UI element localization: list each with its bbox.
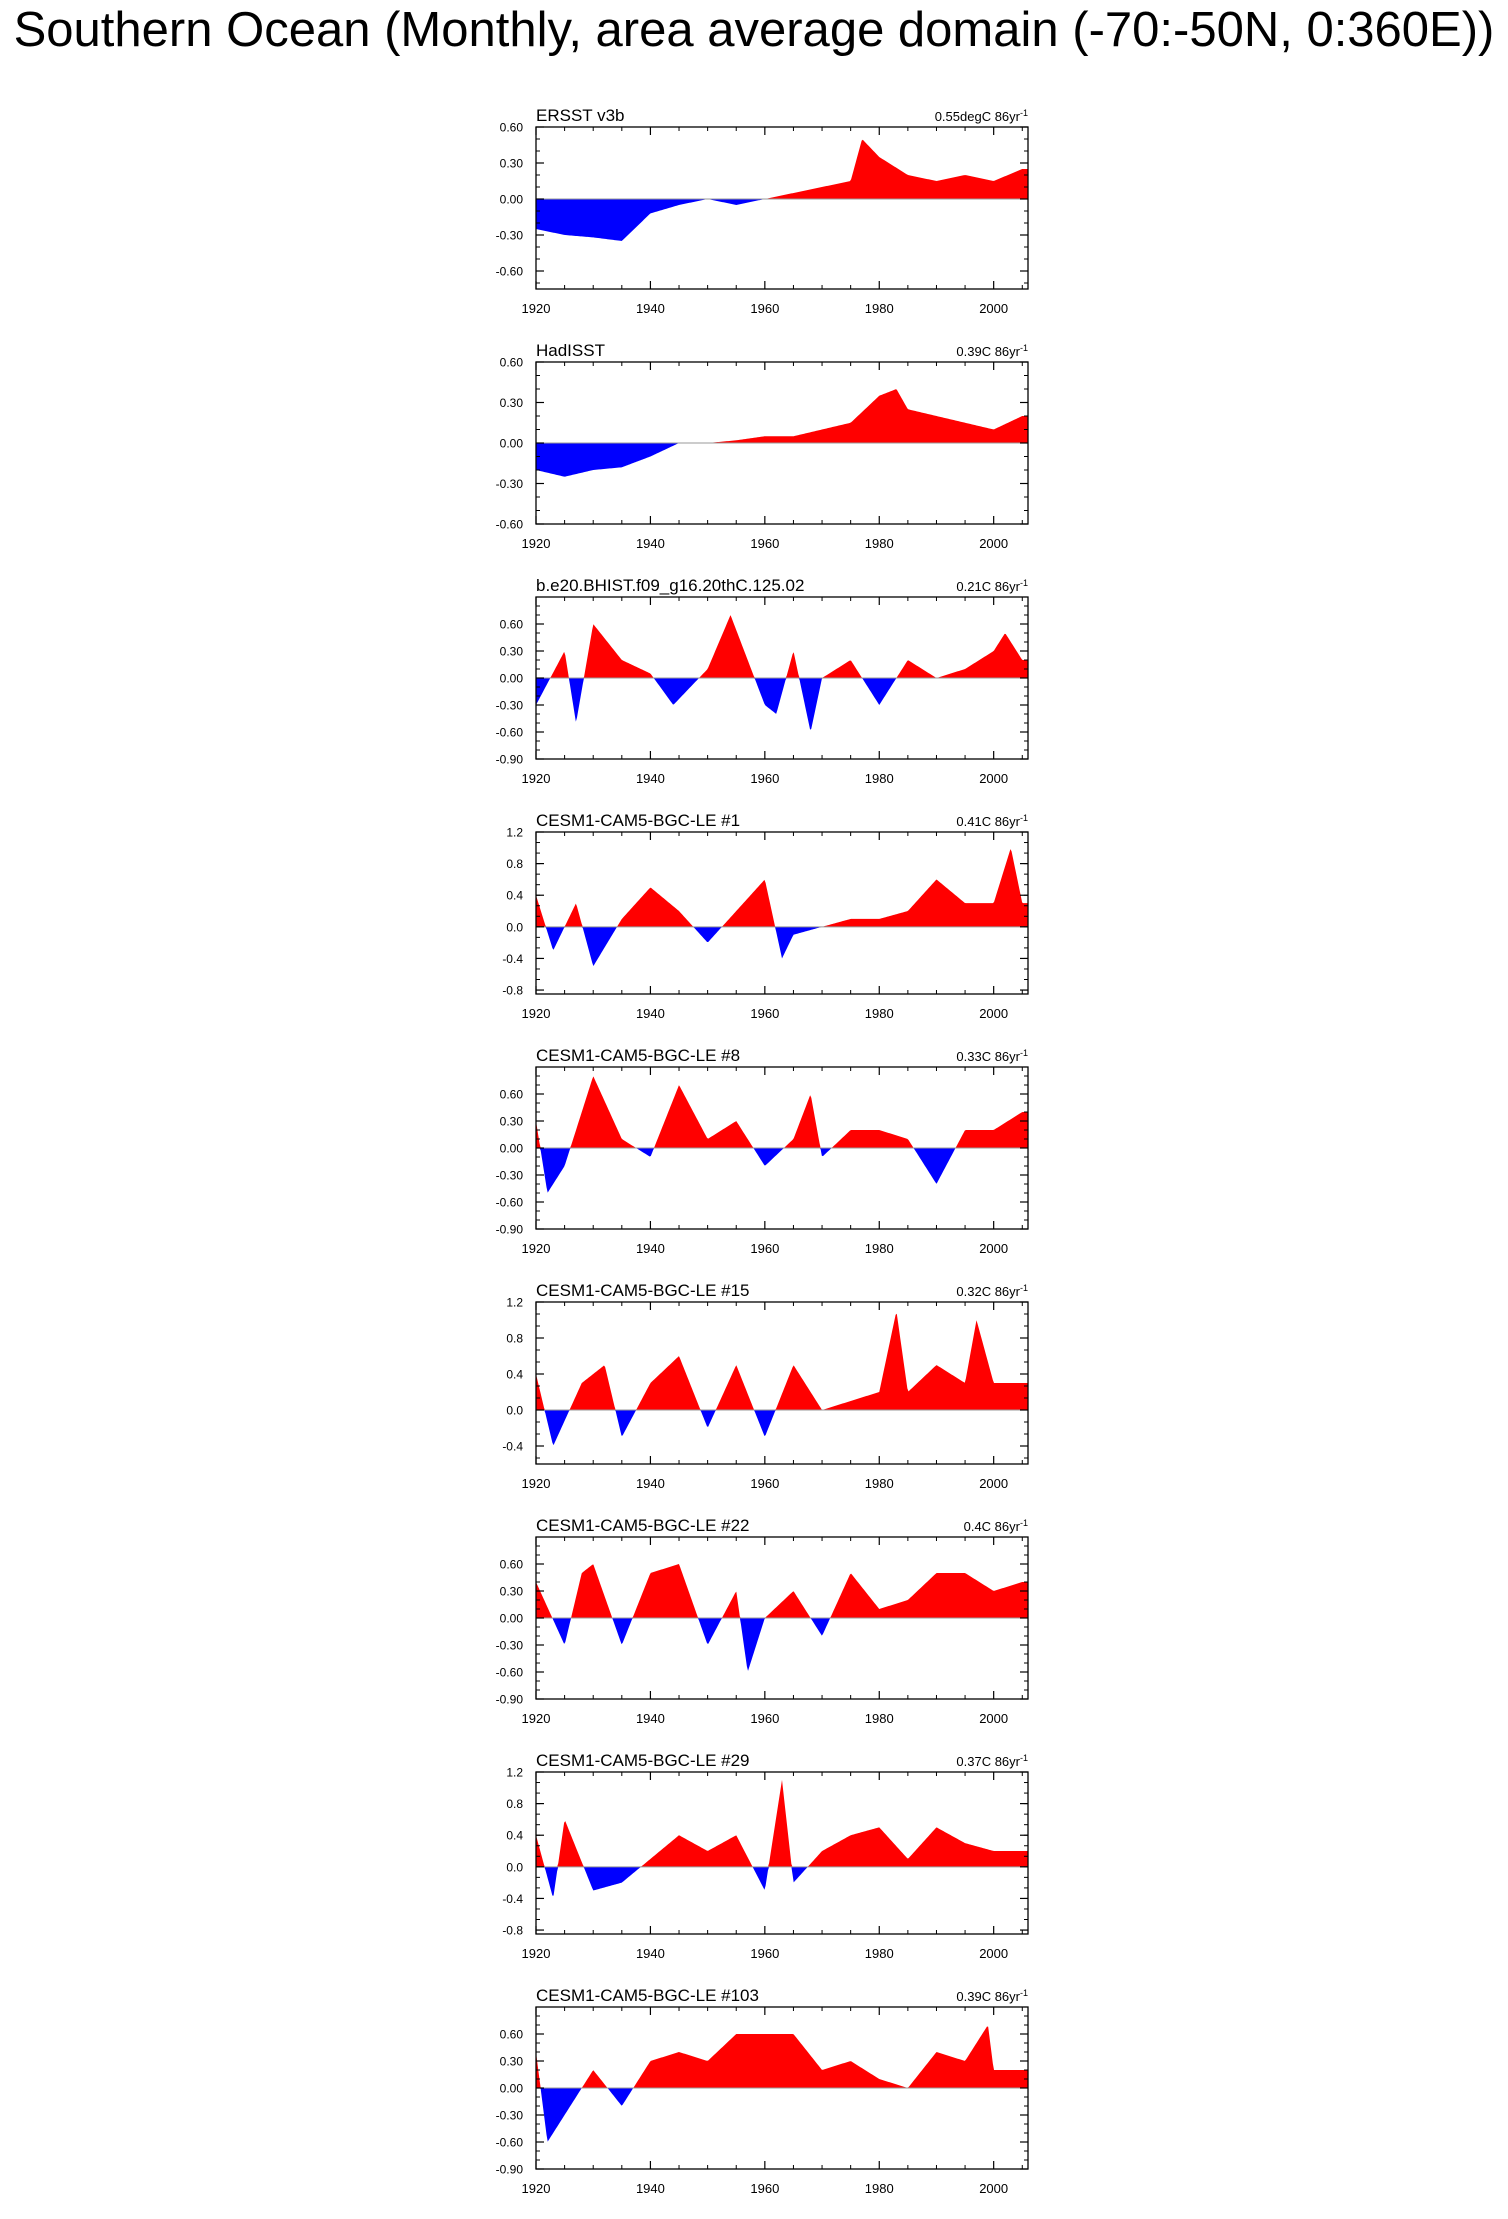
trend-label: 0.21C $86yr^{-1}$ — [956, 578, 1028, 594]
y-tick-label: 0.60 — [499, 1557, 523, 1572]
y-tick-label: 0.30 — [499, 1584, 523, 1599]
y-tick-label: 0.30 — [499, 396, 523, 410]
y-tick-label: 0.30 — [499, 644, 523, 659]
x-tick-label: 1920 — [521, 771, 551, 786]
y-tick-label: -0.60 — [495, 2135, 523, 2150]
x-tick-label: 1920 — [521, 1241, 551, 1256]
x-tick-label: 1980 — [864, 2181, 894, 2196]
panel-7 — [496, 1516, 1028, 1726]
y-tick-label: 0.30 — [499, 156, 523, 171]
y-tick-label: 0.00 — [499, 436, 523, 451]
x-tick-label: 1940 — [635, 301, 665, 316]
x-tick-label: 1960 — [750, 536, 780, 551]
x-tick-label: 1980 — [864, 536, 894, 551]
y-tick-label: 0.30 — [499, 2054, 523, 2069]
y-tick-label: -0.60 — [495, 1195, 523, 1210]
trend-label: 0.55degC $86yr^{-1}$ — [934, 108, 1028, 124]
y-tick-label: 0.00 — [499, 671, 523, 686]
trend-label: 0.41C $86yr^{-1}$ — [956, 813, 1028, 829]
negative-anomaly-area — [536, 1867, 1028, 1896]
positive-anomaly-area — [536, 1780, 1028, 1867]
x-tick-label: 1920 — [521, 1711, 551, 1726]
x-tick-label: 1980 — [864, 1006, 894, 1021]
trend-label: 0.39C $86yr^{-1}$ — [956, 1988, 1028, 2004]
y-tick-label: 0.0 — [506, 1860, 523, 1875]
positive-anomaly-area — [536, 1314, 1028, 1410]
x-tick-label: 2000 — [979, 1946, 1009, 1961]
x-tick-label: 1960 — [750, 771, 780, 786]
positive-anomaly-area — [536, 2027, 1028, 2089]
negative-anomaly-area — [536, 678, 1028, 730]
negative-anomaly-area — [536, 1618, 1028, 1671]
x-tick-label: 1960 — [750, 301, 780, 316]
x-tick-label: 1980 — [864, 301, 894, 316]
positive-anomaly-area — [536, 849, 1028, 927]
y-tick-label: -0.90 — [495, 752, 523, 767]
negative-anomaly-area — [536, 443, 1028, 477]
x-tick-label: 1960 — [750, 1006, 780, 1021]
positive-anomaly-area — [536, 1076, 1028, 1148]
trend-label: 0.39C $86yr^{-1}$ — [956, 343, 1028, 359]
y-tick-label: -0.4 — [502, 1439, 523, 1454]
negative-anomaly-area — [536, 1410, 1028, 1445]
y-tick-label: -0.30 — [495, 228, 523, 243]
x-tick-label: 2000 — [979, 1476, 1009, 1491]
y-tick-label: -0.30 — [495, 1638, 523, 1653]
y-tick-label: 0.30 — [499, 1114, 523, 1129]
x-tick-label: 1980 — [864, 771, 894, 786]
x-tick-label: 1980 — [864, 1711, 894, 1726]
y-tick-label: 0.8 — [506, 857, 523, 872]
trend-label: 0.37C $86yr^{-1}$ — [956, 1753, 1028, 1769]
y-tick-label: 1.2 — [506, 1765, 523, 1780]
y-tick-label: 0.00 — [499, 2081, 523, 2096]
y-tick-label: -0.60 — [495, 1665, 523, 1680]
y-tick-label: -0.4 — [502, 951, 523, 966]
y-tick-label: 0.60 — [499, 120, 523, 135]
y-tick-label: -0.30 — [495, 698, 523, 713]
panel-title: ERSST v3b — [536, 106, 625, 125]
x-tick-label: 2000 — [979, 1006, 1009, 1021]
y-tick-label: -0.8 — [502, 983, 523, 998]
panel-title: CESM1-CAM5-BGC-LE #103 — [536, 1986, 759, 2005]
trend-label: 0.4C $86yr^{-1}$ — [963, 1518, 1028, 1534]
y-tick-label: 0.0 — [506, 920, 523, 935]
y-tick-label: -0.90 — [495, 2162, 523, 2177]
x-tick-label: 2000 — [979, 2181, 1009, 2196]
panel-5 — [496, 1046, 1028, 1256]
y-tick-label: -0.4 — [502, 1891, 523, 1906]
panel-title: b.e20.BHIST.f09_g16.20thC.125.02 — [536, 576, 805, 595]
x-tick-label: 1920 — [521, 1006, 551, 1021]
y-tick-label: -0.60 — [495, 725, 523, 740]
x-tick-label: 1920 — [521, 1476, 551, 1491]
panel-4 — [502, 811, 1028, 1021]
y-tick-label: -0.30 — [495, 2108, 523, 2123]
x-tick-label: 2000 — [979, 1241, 1009, 1256]
panel-8 — [502, 1751, 1028, 1961]
y-tick-label: 0.00 — [499, 1611, 523, 1626]
y-tick-label: 0.60 — [499, 355, 523, 370]
x-tick-label: 1940 — [635, 1476, 665, 1491]
y-tick-label: 0.8 — [506, 1331, 523, 1346]
panel-title: CESM1-CAM5-BGC-LE #1 — [536, 811, 741, 830]
negative-anomaly-area — [536, 927, 1028, 966]
positive-anomaly-area — [536, 1564, 1028, 1618]
negative-anomaly-area — [536, 199, 1028, 241]
panel-title: CESM1-CAM5-BGC-LE #22 — [536, 1516, 750, 1535]
panel-title: CESM1-CAM5-BGC-LE #8 — [536, 1046, 741, 1065]
x-tick-label: 2000 — [979, 1711, 1009, 1726]
x-tick-label: 1920 — [521, 1946, 551, 1961]
panel-3 — [496, 576, 1028, 786]
negative-anomaly-area — [536, 1148, 1028, 1193]
x-tick-label: 1960 — [750, 2181, 780, 2196]
y-tick-label: -0.90 — [495, 1692, 523, 1707]
negative-anomaly-area — [536, 2088, 1028, 2142]
x-tick-label: 1980 — [864, 1476, 894, 1491]
x-tick-label: 1960 — [750, 1711, 780, 1726]
panel-1 — [496, 106, 1028, 316]
y-tick-label: 0.60 — [499, 1087, 523, 1102]
x-tick-label: 1920 — [521, 301, 551, 316]
y-tick-label: -0.90 — [495, 1222, 523, 1237]
panel-9 — [496, 1986, 1028, 2196]
x-tick-label: 1940 — [635, 1241, 665, 1256]
trend-label: 0.33C $86yr^{-1}$ — [956, 1048, 1028, 1064]
panel-title: CESM1-CAM5-BGC-LE #15 — [536, 1281, 750, 1300]
x-tick-label: 1980 — [864, 1241, 894, 1256]
x-tick-label: 2000 — [979, 301, 1009, 316]
positive-anomaly-area — [536, 615, 1028, 678]
x-tick-label: 1940 — [635, 1711, 665, 1726]
positive-anomaly-area — [536, 389, 1028, 443]
x-tick-label: 2000 — [979, 536, 1009, 551]
panel-title: CESM1-CAM5-BGC-LE #29 — [536, 1751, 750, 1770]
y-tick-label: 0.4 — [506, 1367, 523, 1382]
y-tick-label: 1.2 — [506, 825, 523, 840]
panel-2 — [496, 341, 1028, 551]
y-tick-label: -0.60 — [495, 264, 523, 279]
y-tick-label: 0.00 — [499, 1141, 523, 1156]
y-tick-label: 0.4 — [506, 1828, 523, 1843]
x-tick-label: 1940 — [635, 1006, 665, 1021]
y-tick-label: 0.4 — [506, 888, 523, 903]
x-tick-label: 1940 — [635, 771, 665, 786]
y-tick-label: 0.60 — [499, 617, 523, 632]
y-tick-label: 0.0 — [506, 1403, 523, 1418]
y-tick-label: -0.30 — [495, 1168, 523, 1183]
trend-label: 0.32C $86yr^{-1}$ — [956, 1283, 1028, 1299]
y-tick-label: -0.8 — [502, 1923, 523, 1938]
panel-title: HadISST — [536, 341, 605, 360]
x-tick-label: 1940 — [635, 2181, 665, 2196]
y-tick-label: 1.2 — [506, 1295, 523, 1310]
x-tick-label: 1940 — [635, 536, 665, 551]
x-tick-label: 1960 — [750, 1241, 780, 1256]
x-tick-label: 1940 — [635, 1946, 665, 1961]
y-tick-label: 0.00 — [499, 192, 523, 207]
positive-anomaly-area — [536, 140, 1028, 199]
panel-6 — [502, 1281, 1028, 1491]
x-tick-label: 2000 — [979, 771, 1009, 786]
y-tick-label: 0.8 — [506, 1797, 523, 1812]
x-tick-label: 1980 — [864, 1946, 894, 1961]
figure-title: Southern Ocean (Monthly, area average domain (-70:-50N, 0:360E)) — [13, 3, 1495, 57]
x-tick-label: 1920 — [521, 2181, 551, 2196]
y-tick-label: 0.60 — [499, 2027, 523, 2042]
x-tick-label: 1920 — [521, 536, 551, 551]
x-tick-label: 1960 — [750, 1946, 780, 1961]
y-tick-label: -0.60 — [495, 517, 523, 532]
x-tick-label: 1960 — [750, 1476, 780, 1491]
y-tick-label: -0.30 — [495, 477, 523, 491]
